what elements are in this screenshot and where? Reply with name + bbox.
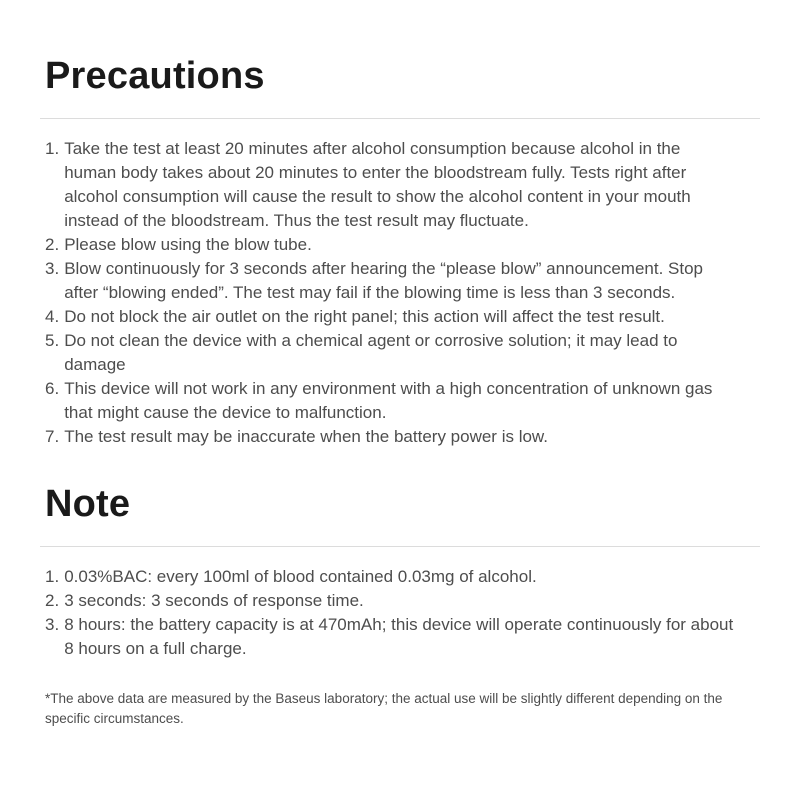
list-item [40, 329, 735, 377]
note-list [40, 565, 735, 661]
list-item [40, 613, 735, 661]
list-item [40, 589, 735, 613]
list-item-number: 3. [45, 259, 60, 278]
list-item [40, 377, 735, 425]
note-divider [40, 546, 760, 547]
precautions-title: Precautions [45, 55, 265, 97]
list-item-number: 1. [45, 567, 60, 586]
list-item-number: 6. [45, 379, 60, 398]
list-item-text: 8 hours: the battery capacity is at 470mAh; this device will operate continuously for about 8 hours on a full charge. [64, 615, 734, 658]
list-item-number: 7. [45, 427, 60, 446]
list-item-number: 1. [45, 139, 60, 158]
list-item [40, 233, 735, 257]
list-item-number: 4. [45, 307, 60, 326]
list-item-number: 3. [45, 615, 60, 634]
list-item [40, 565, 735, 589]
list-item [40, 257, 735, 305]
list-item-number: 5. [45, 331, 60, 350]
list-item-text: Take the test at least 20 minutes after alcohol consumption because alcohol in the human body takes about 20 minutes to enter the bloodstream fully. Tests right after alcohol consumption will cause the result to show the alcohol content in your mouth instead of the bloodstream. Thus the test result may fluctuate. [64, 139, 691, 230]
list-item-text: This device will not work in any environment with a high concentration of unknown gas that might cause the device to malfunction. [64, 379, 713, 422]
list-item-text: 3 seconds: 3 seconds of response time. [64, 591, 364, 610]
list-item-text: The test result may be inaccurate when the battery power is low. [64, 427, 548, 446]
list-item-number: 2. [45, 235, 60, 254]
precautions-divider [40, 118, 760, 119]
list-item-text: Do not clean the device with a chemical agent or corrosive solution; it may lead to damage [64, 331, 678, 374]
list-item [40, 137, 735, 233]
precautions-section [40, 54, 760, 449]
list-item [40, 425, 735, 449]
precautions-list [40, 137, 735, 449]
note-title: Note [45, 483, 131, 525]
list-item-number: 2. [45, 591, 60, 610]
note-section [40, 482, 760, 661]
footnote: *The above data are measured by the Baseus laboratory; the actual use will be slightly different depending on the specific circumstances. [45, 691, 723, 726]
list-item [40, 305, 735, 329]
list-item-text: 0.03%BAC: every 100ml of blood contained 0.03mg of alcohol. [64, 567, 537, 586]
list-item-text: Do not block the air outlet on the right panel; this action will affect the test result. [64, 307, 665, 326]
list-item-text: Blow continuously for 3 seconds after hearing the “please blow” announcement. Stop after “blowing ended”. The test may fail if the blowing time is less than 3 seconds. [64, 259, 704, 302]
list-item-text: Please blow using the blow tube. [64, 235, 312, 254]
